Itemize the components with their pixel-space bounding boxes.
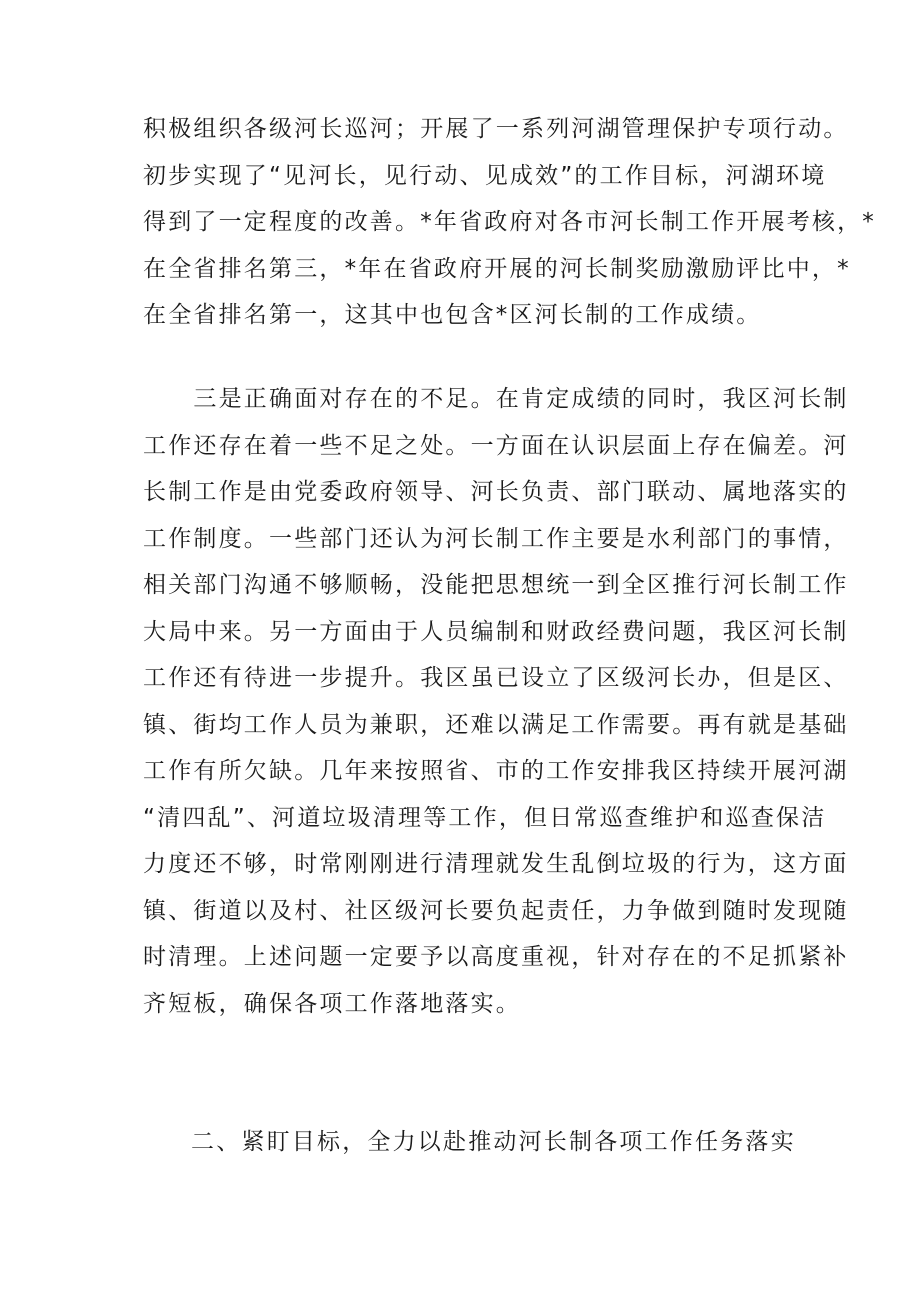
text-line: 镇、街道以及村、社区级河长要负起责任，力争做到随时发现随 [143,897,849,924]
text-line: 长制工作是由党委政府领导、河长负责、部门联动、属地落实的 [143,479,849,505]
text-line: 在全省排名第一，这其中也包含*区河长制的工作成绩。 [143,302,762,328]
paragraph-achievements [143,106,876,339]
text-line: 工作还存在着一些不足之处。一方面在认识层面上存在偏差。河 [143,432,849,459]
text-line: 齐短板，确保各项工作落地落实。 [143,990,521,1017]
text-line: 工作制度。一些部门还认为河长制工作主要是水利部门的事情， [143,525,849,552]
text-line: 时清理。上述问题一定要予以高度重视，针对存在的不足抓紧补 [143,944,849,970]
text-line: 工作有所欠缺。几年来按照省、市的工作安排我区持续开展河湖 [143,758,849,784]
text-line: 积极组织各级河长巡河；开展了一系列河湖管理保护专项行动。 [143,116,849,142]
text-line: 力度还不够，时常刚刚进行清理就发生乱倒垃圾的行为，这方面 [143,851,849,877]
paragraph-shortcomings [143,376,849,1027]
text-line: 三是正确面对存在的不足。在肯定成绩的同时，我区河长制 [143,386,849,412]
text-line: 得到了一定程度的改善。*年省政府对各市河长制工作开展考核，* [143,209,876,235]
section-heading [191,1119,831,1166]
text-line: 镇、街均工作人员为兼职，还难以满足工作需要。再有就是基础 [143,711,849,738]
text-line: 初步实现了“见河长，见行动、见成效”的工作目标，河湖环境 [143,162,827,189]
text-line: “清四乱”、河道垃圾清理等工作，但日常巡查维护和巡查保洁 [143,804,827,831]
text-line: 大局中来。另一方面由于人员编制和财政经费问题，我区河长制 [143,618,849,645]
text-line: 工作还有待进一步提升。我区虽已设立了区级河长办，但是区、 [143,665,849,691]
text-line: 在全省排名第三，*年在省政府开展的河长制奖励激励评比中，* [143,255,851,282]
text-line: 相关部门沟通不够顺畅，没能把思想统一到全区推行河长制工作 [143,572,849,598]
heading-text: 二、紧盯目标，全力以赴推动河长制各项工作任务落实 [191,1129,796,1155]
